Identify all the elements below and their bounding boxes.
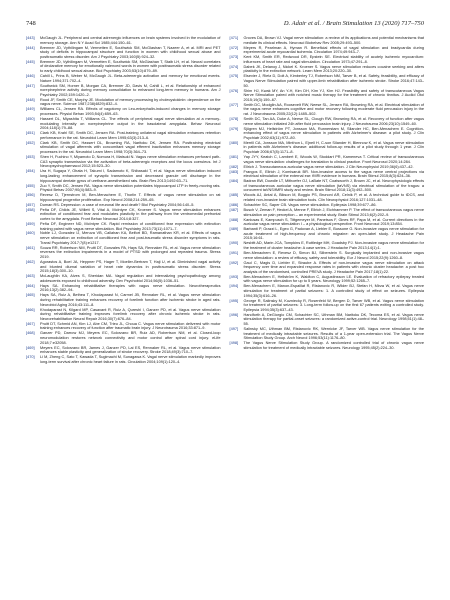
reference-text: Souza RR, Robertson NM, Pruitt DT, Gonzales PA, Hays SA, Rennaker RL, et al. Vagus nerve stimulation reverses the extinction impairments in a model of PTSD with prolonged and repeated trauma. Stress 2019. bbox=[40, 245, 221, 259]
reference-entry bbox=[230, 179, 425, 193]
reference-entry bbox=[26, 231, 221, 245]
reference-number[interactable]: [449] bbox=[26, 107, 35, 112]
reference-entry bbox=[26, 293, 221, 307]
reference-number[interactable]: [487] bbox=[229, 208, 239, 212]
reference-text: Ben-Menachem E, Revesz D, Simon BJ, Silberstein S. Surgically implanted and non-invasive vagus nerve stimulation: a review of efficacy, safety and tolerability. Eur J Neurol 2015;22(9):1260–8. bbox=[243, 251, 424, 260]
reference-number[interactable]: [453] bbox=[26, 155, 35, 160]
reference-text: Dabek JK, Delanoy J, Nickel K. Kroener S. Vagus nerve stimulation reduces cocaine seeking and alters plasticity in the extinction network. Learn Mem 2013;20:220–30. bbox=[243, 64, 424, 74]
reference-text: Badran BW, Dowdle LT, Mithoefer OJ, LaBate NT, Coatsworth J, Brown JC, et al. Neurophysiologic effects of transcutaneous auricular vagus nerve stimulation (taVNS) via electrical stimulation of the tragus: a concurrent taVNS/fMRI study and review. Brain Stimul 2018;11(3):492–500. bbox=[243, 179, 424, 193]
reference-entry bbox=[26, 107, 221, 116]
reference-entry bbox=[26, 141, 221, 155]
running-header bbox=[26, 20, 424, 27]
reference-entry bbox=[230, 261, 425, 275]
reference-text: Sjögren MJ, Hellström PT, Jonsson MA, Runnerstam M, Silander HC, Ben-Menachem E. Cognition-enhancing effect of vagus nerve stimulation in patients with Alzheimer's disease: a pilot study. J Clin Psychiatr 2002;63(11):972–80. bbox=[243, 126, 424, 140]
reference-number[interactable]: [467] bbox=[26, 321, 35, 326]
reference-entry bbox=[26, 346, 221, 355]
reference-number[interactable]: [497] bbox=[229, 327, 239, 332]
reference-text: Williams CL, Jensen RA. Effects of vagotomy on Leu-enkephalin-induced changes in memory storage processes. Physiol Behav 1993;54(4):659–63. bbox=[40, 107, 221, 117]
reference-text: Bremner JD, Vythilingam M, Vermetten E, Southwick SM, McGlashan T, Staib LH, et al. Neural correlates of declarative memory for emotionally valenced words in women with posttraumatic stress disorder related to early childhood sexual abuse. Biol Psychiatry 2003;53(10):879–89. bbox=[40, 59, 221, 74]
reference-number[interactable]: [452] bbox=[26, 140, 35, 145]
reference-entry bbox=[26, 117, 221, 131]
reference-entry bbox=[230, 275, 425, 284]
reference-text: Shen H, Fuchino Y, Miyamoto D, Nomura H, Matsuki N. Vagus nerve stimulation enhances perforant path-CA3 synaptic transmission via the activation of beta-adrenergic receptors and the locus coeruleus. Int J Neuropsychopharmacol 2012;15:523–30. bbox=[40, 155, 221, 169]
reference-text: Woods AJ, Antal A, Bikson M, Boggio PS, Brunoni AR, Celnik P, et al. A technical guide to tDCS, and related non-invasive brain stimulation tools. Clin Neurophysiol 2016;127:1031–48. bbox=[243, 193, 424, 203]
reference-text: Peña DF, Childs JE, Willett S, Vital A, McIntyre CK, Kroener S. Vagus nerve stimulation enhances extinction of conditioned fear and modulates plasticity in the pathway from the ventromedial prefrontal cortex to the amygdala. Front Behav Neurosci 2014;8:327. bbox=[40, 207, 221, 221]
reference-number[interactable]: [448] bbox=[26, 97, 35, 102]
reference-number[interactable]: [445] bbox=[26, 59, 35, 64]
reference-text: Meyers R, Pearlman A, Hyman R. Beneficial effects of vagal stimulation and bradycardia during experimental acute myocardial ischemia. Circulation 1974;49:943–7. bbox=[243, 45, 424, 55]
reference-number[interactable]: [492] bbox=[229, 260, 239, 265]
reference-number[interactable]: [443] bbox=[26, 36, 35, 40]
reference-text: Ellrich J. Transcutaneous auricular vagus nerve stimulation. J Clin Neurophysiol 2019;36(6):437–42. bbox=[243, 164, 414, 169]
reference-text: Smith DC, Tan AA, Duke A, Neese SL, Clough RW, Browning RA, et al. Recovery of function after vagus nerve stimulation initiated 24h after fluid percussion brain injury. J Neurotrauma 2006;23(10):1549–60. bbox=[243, 117, 424, 126]
reference-number[interactable]: [450] bbox=[26, 117, 35, 122]
reference-columns bbox=[26, 36, 424, 365]
reference-text: Handforth A, DeGiorgio CM, Schachter SC, Uthman BM, Naritoku DK, Tecoma ES, et al. Vagus nerve stimulation therapy for partial-onset seizures: a randomized active-control trial. Neurology 1998;51(1):48–55. bbox=[243, 312, 424, 327]
reference-number[interactable]: [496] bbox=[229, 312, 239, 317]
reference-entry bbox=[26, 60, 221, 74]
reference-number[interactable]: [458] bbox=[26, 207, 35, 212]
reference-entry bbox=[26, 260, 221, 274]
reference-number[interactable]: [493] bbox=[229, 274, 239, 279]
reference-entry bbox=[26, 193, 221, 202]
reference-text: Rood JF, Smith CE, Murphy JE. Modulation of memory processing by cholecystokinin: dependence on the vagus nerve. Science 1987;238(4829):832–4. bbox=[40, 97, 221, 107]
reference-number[interactable]: [462] bbox=[26, 259, 35, 264]
reference-text: Kaniusas E, Kampusch S, Tittgemeyer M, Panetsos F, Gines RF, Papa M, et al. Current directions in the auricular vagus nerve stimulation I – a physiological perspective. Front Neurosci 2019;13:854. bbox=[243, 217, 424, 227]
reference-entry bbox=[230, 165, 425, 170]
reference-number[interactable]: [464] bbox=[26, 283, 35, 288]
reference-text: Hassert DL, Miyashita T, Williams CL. The effects of peripheral vagal nerve stimulation at a memory-modulating intensity on norepinephrine output in the basolateral amygdala. Behav Neurosci 2004;118(1):79–88. bbox=[40, 117, 221, 131]
reference-text: Ura H, Sugaya Y, Ohata H, Takumi I, Sadamoto K, Shibasaki T, et al. Vagus nerve stimulation induced long-lasting enhancement of synaptic transmission and decreased granule cell discharge in the hippocampal dentate gyrus of urethane-anesthetized rats. Brain Res 2013;1492:63–71. bbox=[40, 169, 221, 183]
reference-entry bbox=[230, 117, 425, 126]
reference-number[interactable]: [477] bbox=[229, 102, 239, 107]
reference-number[interactable]: [474] bbox=[229, 64, 239, 69]
reference-number[interactable]: [470] bbox=[26, 355, 35, 360]
reference-text: Elsevier J, Rietz D, Dolt A, Kimberley TJ, Robertson NM, Tarver B, et al. Safety, feasibility, and efficacy of Vagus Nerve Stimulation paired with upper-limb rehabilitation after ischemic stroke. Stroke 2016;47:143–50. bbox=[243, 74, 424, 88]
reference-text: Duman RS. Depression: a case of neuronal life and death? Biol Psychiatry 2004;56:140–5. bbox=[40, 202, 195, 207]
reference-number[interactable]: [463] bbox=[26, 274, 35, 279]
reference-number[interactable]: [468] bbox=[26, 331, 35, 336]
reference-entry bbox=[230, 74, 425, 88]
reference-column-left bbox=[26, 36, 221, 365]
reference-text: George R, Salinsky M, Kuzniecky R, Rosenfeld W, Bergen D, Tarver WB, et al. Vagus nerve stimulation for treatment of partial seizures: 3. Long-term follow-up on the first 67 patients exiting a controlled study. Epilepsia 1994;35(3):637–43. bbox=[243, 298, 424, 312]
reference-number[interactable]: [466] bbox=[26, 307, 35, 312]
reference-number[interactable]: [479] bbox=[229, 126, 239, 131]
reference-text: Salinsky MC, Uthman BM, Ristanovic RK, Wernicke JF, Tarver WB. Vagus nerve stimulation for the treatment of medically intractable seizures. Results of a 1-year open-extension trial. The Vagus Nerve Stimulation Study Group. Arch Neurol 1996;53(11):1176–80. bbox=[243, 327, 424, 341]
reference-entry bbox=[230, 218, 425, 227]
reference-entry bbox=[230, 251, 425, 260]
reference-text: Meyers EC, Solorzano BR, James J, Ganzer PD, Lai ES, Rennaker RL, et al. Vagus nerve stimulation enhances stable plasticity and generalization of stroke recovery. Stroke 2018;49(3):710–7. bbox=[40, 345, 221, 355]
reference-number[interactable]: [459] bbox=[26, 221, 35, 226]
reference-number[interactable]: [451] bbox=[26, 131, 35, 136]
reference-text: Agorastos A, Boel JA, Heppner PS, Hager T, Moeller-Bertram T, Haji U, et al. Diminished vagal activity and blunted diurnal variation of heart rate dynamics in posttraumatic stress disorder. Stress 2015;18(3):300–10. bbox=[40, 259, 221, 274]
reference-number[interactable]: [490] bbox=[229, 241, 239, 246]
reference-text: Yap JYY, Keatch C, Lambert E, Woods W, Stoddart PR, Kameneva T. Critical review of transcutaneous vagus nerve stimulation: challenges for translation to clinical practice. Front Neurosci 2020;14:284. bbox=[243, 155, 424, 164]
reference-entry bbox=[26, 184, 221, 193]
reference-text: Kent KM, Smith ER, Redwood DR, Epstein SE. Electrical stability of acutely ischemic myocardium: influences of heart rate and vagal stimulation. Circulation 1973;47:291–8. bbox=[243, 55, 424, 64]
reference-text: Ben-Menachem E, Hellström K, Waldton C, Augustinsson LE. Evaluation of refractory epilepsy treated with vagus nerve stimulation for up to 5 years. Neurology 1999;52:1265–7. bbox=[243, 274, 424, 284]
reference-number[interactable]: [489] bbox=[229, 227, 239, 232]
reference-entry bbox=[230, 127, 425, 141]
reference-text: Noble LJ, Gonzalez IJ, Meruva VB, Callahan KA, Belfort BD, Ramanathan KR, et al. Effects of vagus nerve stimulation on extinction of conditioned fear and post-traumatic stress disorder symptoms in rats. Transl Psychiatry 2017;7(8):e1217. bbox=[40, 231, 221, 245]
reference-text: Nesbitt AD, Marin JCA, Tompkins E, Ruttledge MH, Goadsby PJ. Non-invasive vagus nerve stimulation for the treatment of cluster headache: A case series. J Headache Pain 2013;14(1):1. bbox=[243, 241, 424, 251]
reference-text: Cahill L, Prins B, Weber M, McGaugh JL. Beta-adrenergic activation and memory for emotional events. Nature 1994;371:702–4. bbox=[40, 74, 221, 83]
reference-entry bbox=[26, 131, 221, 140]
reference-number[interactable]: [454] bbox=[26, 169, 35, 174]
reference-text: McLaughlin KA, Alves S, Sheridan MA. Vagal regulation and internalizing psychopathology among adolescents exposed to childhood adversity. Dev Psychobiol 2014;56(5):1036–51. bbox=[40, 274, 221, 283]
reference-entry bbox=[26, 208, 221, 222]
reference-text: Groves DA, Brown VJ. Vagal nerve stimulation: a review of its applications and potential mechanisms that mediate its clinical effects. Neurosci Biobehav Rev 2005;29:493–500. bbox=[243, 36, 424, 45]
reference-text: Merrill CA, Jonsson MA, Minthon L, Ejnell H, C-son Silander H, Blennow K, et al. Vagus nerve stimulation in patients with Alzheimer's disease: additional follow-up results of a pilot study through 1 year. J Clin Psychiatr 2006;67(8):1171–8. bbox=[243, 140, 424, 155]
reference-number[interactable]: [444] bbox=[26, 45, 35, 50]
page-number: 748 bbox=[26, 20, 36, 27]
reference-entry bbox=[230, 227, 425, 241]
reference-entry bbox=[230, 103, 425, 117]
reference-number[interactable]: [491] bbox=[229, 251, 239, 255]
reference-entry bbox=[26, 46, 221, 60]
reference-text: Clark KB, Smith DC, Hassert DL, Browning RA, Naritoku DK, Jensen RA. Posttraining electrical stimulation of vagal afferents with concomitant vagal efferent inactivation enhances memory storage processes in the rat. Neurobiol Learn Mem 1998;70(3):364–73. bbox=[40, 140, 221, 155]
reference-entry bbox=[230, 313, 425, 327]
reference-entry bbox=[230, 36, 425, 45]
reference-entry bbox=[26, 84, 221, 98]
reference-text: Khodaparast N, Kilgard MP, Casavant R, Ruiz A, Qureshi I, Ganzer PD, et al. Vagus nerve stimulation during rehabilitative training improves forelimb recovery after chronic ischemic stroke in rats. Neurorehabilitation Neural Repair 2016;30(7):676–84. bbox=[40, 307, 221, 321]
reference-number[interactable]: [455] bbox=[26, 183, 35, 188]
reference-entry bbox=[230, 241, 425, 250]
reference-entry bbox=[26, 331, 221, 345]
reference-number[interactable]: [446] bbox=[26, 74, 35, 79]
reference-number[interactable]: [465] bbox=[26, 293, 35, 298]
reference-column-right bbox=[230, 36, 425, 365]
reference-entry bbox=[230, 65, 425, 74]
reference-entry bbox=[230, 155, 425, 164]
reference-entry bbox=[26, 36, 221, 45]
reference-number[interactable]: [460] bbox=[26, 231, 35, 236]
reference-number[interactable]: [471] bbox=[229, 36, 239, 40]
reference-entry bbox=[26, 98, 221, 107]
reference-entry bbox=[230, 203, 425, 208]
reference-number[interactable]: [481] bbox=[229, 155, 239, 160]
reference-number[interactable]: [485] bbox=[229, 193, 239, 198]
reference-entry bbox=[26, 274, 221, 283]
reference-entry bbox=[230, 327, 425, 341]
reference-text: McGaugh JL. Peripheral and central adrenergic influences on brain systems involved in the modulation of memory storage. Ann N Y Acad Sci 1985;444:150–61. bbox=[40, 36, 221, 45]
reference-number[interactable]: [494] bbox=[229, 284, 239, 289]
reference-number[interactable]: [457] bbox=[26, 202, 35, 207]
reference-text: Busch V, Zeman F, Heckel A, Menne F, Ellrich J, Eichhammer P. The effect of transcutaneous vagus nerve stimulation on pain perception – an experimental study. Brain Stimul 2013;6(2):202–9. bbox=[243, 208, 424, 217]
reference-entry bbox=[26, 322, 221, 331]
reference-entry bbox=[230, 193, 425, 202]
reference-entry bbox=[230, 89, 425, 103]
reference-entry bbox=[230, 341, 425, 350]
reference-entry bbox=[230, 299, 425, 313]
reference-text: Li M, Zheng C, Sato T, Kawada T, Sugimachi M, Sunagawa K. Vagal nerve stimulation markedly improves long-term survival after chronic heart failure in rats. Circulation 2004;109(1):120–4. bbox=[40, 355, 221, 364]
reference-text: Pruitt DT, Schmid AN, Kim LJ, Abe CM, Trieu JL, Choua C. Vagus nerve stimulation delivered with motor training enhances recovery of function after traumatic brain injury. J Neurotrauma 2016;33:871–9. bbox=[40, 321, 221, 331]
reference-number[interactable]: [456] bbox=[26, 193, 35, 198]
reference-number[interactable]: [461] bbox=[26, 245, 35, 250]
reference-text: Hays SA, Ruiz A, Bethea T, Khodaparast N, Carmel JB, Rennaker RL, et al. Vagus nerve stimulation during rehabilitative training enhances recovery of forelimb function after ischemic stroke in aged rats. Neurobiol Aging 2016;43:111–8. bbox=[40, 293, 221, 307]
reference-text: Clark KB, Krahl SE, Smith DC, Jensen RA. Post-training unilateral vagal stimulation enhances retention performance in the rat. Neurobiol Learn Mem 1995;63(3):213–6. bbox=[40, 131, 221, 140]
reference-entry bbox=[230, 46, 425, 55]
reference-entry bbox=[26, 222, 221, 231]
journal-citation: D. Adair et al. / Brain Stimulation 13 (2020) 717–750 bbox=[283, 20, 424, 27]
reference-number[interactable]: [472] bbox=[229, 45, 239, 50]
reference-entry bbox=[230, 208, 425, 217]
reference-text: Barbanti P, Grazzi L, Egeo G, Padovan A, Liebler E, Bussone G. Non-invasive vagus nerve stimulation for acute treatment of high-frequency and chronic migraine: an open-label study. J Headache Pain 2015;16:61. bbox=[243, 227, 424, 241]
reference-entry bbox=[230, 141, 425, 155]
reference-number[interactable]: [483] bbox=[229, 169, 239, 174]
reference-text: Southwick SM, Horner B, Morgan CA, Bremner JD, Davis M, Cahill L, et al. Relationship of enhanced norepinephrine activity during memory consolidation to enhanced long-term memory in humans. Am J Psychiatry 2002;159:1420–2. bbox=[40, 83, 221, 97]
reference-text: Zuo Y, Smith DC, Jensen RA. Vagus nerve stimulation potentiates hippocampal LTP in freely-moving rats. Physiol Behav 2007;90(4):583–9. bbox=[40, 183, 221, 193]
reference-number[interactable]: [486] bbox=[229, 203, 239, 208]
reference-entry bbox=[26, 284, 221, 293]
reference-text: Gaul C, Magis D, Liebler E, Straube A. Effects of non-invasive vagus nerve stimulation on attack frequency over time and expanded response rates in patients with chronic cluster headache: a post hoc analysis of the randomised, controlled PREVA study. J Headache Pain 2017;18(1):22. bbox=[243, 260, 424, 274]
reference-entry bbox=[26, 74, 221, 83]
reference-text: Ben-Menachem E, Manon-Espaillat R, Ristanovic R, Wilder BJ, Stefan H, Mirza W, et al. Vagus nerve stimulation for treatment of partial seizures: 1. A controlled study of effect on seizures. Epilepsia 1994;35(3):616–26. bbox=[243, 284, 424, 298]
reference-text: The Vagus Nerve Stimulation Study Group. A randomized controlled trial of chronic vagus nerve stimulation for treatment of medically intractable seizures. Neurology 1995;45(2):224–30. bbox=[243, 341, 424, 350]
reference-number[interactable]: [488] bbox=[229, 217, 239, 222]
reference-number[interactable]: [484] bbox=[229, 179, 239, 184]
reference-entry bbox=[230, 170, 425, 179]
reference-text: Peña DF, Engineer ND, McIntyre CK. Rapid remission of conditioned fear expression with extinction training paired with vagus nerve stimulation. Biol Psychiatry 2013;73(11):1071–7. bbox=[40, 221, 221, 231]
reference-number[interactable]: [480] bbox=[229, 140, 239, 145]
reference-entry bbox=[26, 308, 221, 322]
reference-entry bbox=[26, 246, 221, 260]
reference-number[interactable]: [478] bbox=[229, 117, 239, 122]
reference-entry bbox=[26, 155, 221, 169]
reference-text: Shim HJ, Kwak MY, An Y-H, Kim DH, Kim YJ, Kim HJ. Feasibility and safety of transcutaneous Vagus Nerve Stimulation paired with notched music therapy for the treatment of chronic tinnitus. J Audiol Otol 2015;19(3):159–67. bbox=[243, 88, 424, 102]
reference-number[interactable]: [498] bbox=[229, 341, 239, 346]
reference-number[interactable]: [475] bbox=[229, 74, 239, 79]
reference-text: Bremner JD, Vythilingam M, Vermetten E, Southwick SM, McGlashan T, Nazeer A, et al. MRI and PET study of deficits in hippocampal structure and function in women with childhood sexual abuse and posttraumatic stress disorder. Am J Psychiatry 2003;160(5):924–32. bbox=[40, 45, 221, 59]
reference-entry bbox=[26, 203, 221, 208]
reference-number[interactable]: [473] bbox=[229, 55, 239, 60]
reference-number[interactable]: [476] bbox=[229, 88, 239, 93]
reference-text: Hays SA. Enhancing rehabilitative therapies with vagus nerve stimulation. Neurotherapeutics 2016;13(2):382–94. bbox=[40, 283, 221, 293]
reference-text: Schachter SC, Saper CB. Vagus nerve stimulation. Epilepsia 1998;39:677–86. bbox=[243, 203, 377, 208]
reference-entry bbox=[230, 284, 425, 298]
reference-number[interactable]: [469] bbox=[26, 345, 35, 350]
reference-number[interactable]: [495] bbox=[229, 298, 239, 303]
reference-entry bbox=[230, 55, 425, 64]
reference-number[interactable]: [447] bbox=[26, 83, 35, 88]
reference-text: Ganzer PD, Darrow MJ, Meyers EC, Solorzano BR, Ruiz AD, Robertson NM, et al. Closed-loop neuromodulation restores network connectivity and motor control after spinal cord injury. eLife 2018;7:e32058. bbox=[40, 331, 221, 345]
reference-text: Revesz D, Tjernstrom M, Ben-Menachem E, Thorlin T. Effects of vagus nerve stimulation on rat hippocampal progenitor proliferation. Exp Neurol 2008;214:259–65. bbox=[40, 193, 221, 202]
reference-entry bbox=[26, 169, 221, 183]
reference-entry bbox=[26, 355, 221, 364]
reference-number[interactable]: [482] bbox=[229, 164, 239, 169]
reference-text: Frangos E, Ellrich J, Komisaruk BR. Non-invasive access to the vagus nerve central projections via electrical stimulation of the external ear: fMRI evidence in humans. Brain Stimul 2015;8(3):624–36. bbox=[243, 169, 424, 179]
reference-text: Smith DC, Modglin AA, Roosevelt RW, Neese SL, Jensen RA, Browning RA, et al. Electrical stimulation of the vagus nerve enhances cognitive and motor recovery following moderate fluid percussion injury in the rat. J Neurotrauma 2005;22(12):1485–502. bbox=[243, 102, 424, 117]
